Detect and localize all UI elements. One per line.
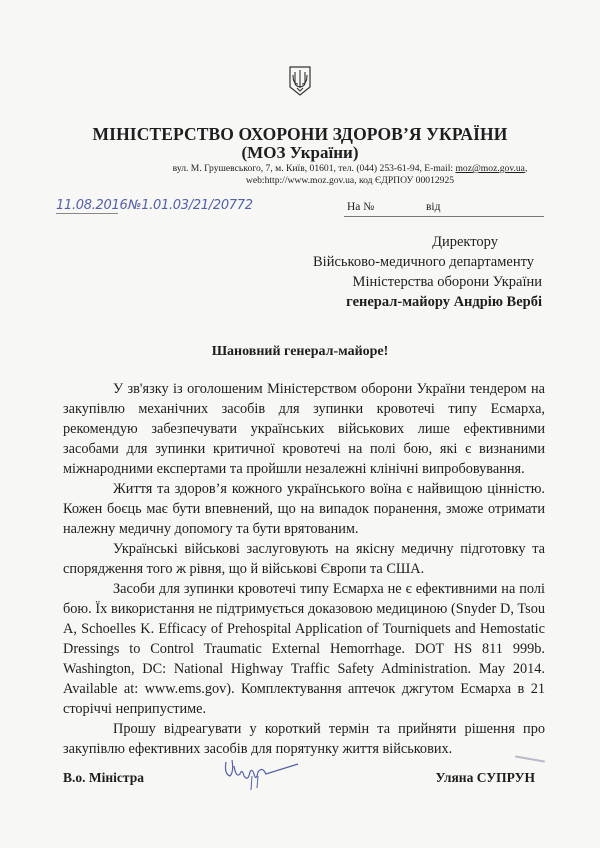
- paragraph: Прошу відреагувати у короткий термін та прийняти рішення про закупівлю ефективних засобів для порятунку життя військових.: [63, 721, 545, 757]
- handwritten-registration-number: №1.01.03/21/20772: [128, 198, 253, 213]
- reference-line: [344, 201, 544, 217]
- addressee-block: [313, 232, 542, 312]
- address-text: вул. М. Грушевського, 7, м. Київ, 01601, тел. (044) 253-61-94, E-mail:: [172, 163, 456, 174]
- signatory-role: В.о. Міністра: [63, 770, 144, 785]
- handwritten-signature-icon: [222, 752, 302, 792]
- ref-date-label: від: [426, 201, 441, 213]
- ref-number-label: На №: [347, 201, 375, 213]
- handwritten-date: 11.08.2016: [56, 198, 128, 213]
- addressee-name: генерал-майору Андрію Вербі: [346, 294, 542, 310]
- ministry-title: МІНІСТЕРСТВО ОХОРОНИ ЗДОРОВ’Я УКРАЇНИ: [92, 124, 508, 144]
- paragraph: Життя та здоров’я кожного українського воїна є найвищою цінністю. Кожен боєць має бути впевнений, що на випадок поранення, зможе отримати належну медичну допомогу та бути врятованим.: [63, 481, 545, 537]
- ministry-abbreviation: (МОЗ України): [241, 143, 359, 162]
- paragraph: Українські військові заслуговують на якісну медичну підготовку та спорядження того ж рівня, що й військові Європи та США.: [63, 541, 545, 577]
- addressee-line: Військово-медичного департаменту: [313, 254, 534, 270]
- ministry-address: вул. М. Грушевського, 7, м. Київ, 01601, тел. (044) 253-61-94, E-mail: moz@moz.gov.ua, web:http://www.moz.gov.ua, код ЄДРПОУ 00012925: [172, 163, 528, 186]
- paragraph: Засоби для зупинки кровотечі типу Есмарха не є ефективними на полі бою. Їх використання не підтримується доказовою медициною (Snyder D, Tsou A, Schoelles K. Efficacy of Prehospital Application of Tourniquets and Hemostatic Dressings to Control Traumatic External Hemorrhage. DOT HS 811 999b. Washington, DC: National Highway Traffic Safety Administration. May 2014. Available at: www.ems.gov). Комплектування аптечок джгутом Есмарха в 21 сторіччі неприпустиме.: [63, 581, 545, 717]
- letter-body: [63, 379, 545, 759]
- addressee-line: Директору: [432, 234, 498, 250]
- signatory-name: Уляна СУПРУН: [435, 770, 535, 785]
- trident-emblem-icon: [289, 66, 311, 96]
- addressee-line: Міністерства оборони України: [352, 274, 542, 290]
- paragraph: У зв'язку із оголошеним Міністерством оборони України тендером на закупівлю механічних засобів для зупинки кровотечі типу Есмарха, рекомендую забезпечувати українських військових лише ефективними засобами для зупинки критичної кровотечі на полі бою, які є визнаними міжнародними експертами та пройшли незалежні клінічні випробовування.: [63, 381, 545, 477]
- address-web-code: web:http://www.moz.gov.ua, код ЄДРПОУ 00012925: [245, 175, 455, 186]
- salutation: Шановний генерал-майоре!: [211, 344, 389, 359]
- email-link[interactable]: moz@moz.gov.ua: [455, 163, 525, 174]
